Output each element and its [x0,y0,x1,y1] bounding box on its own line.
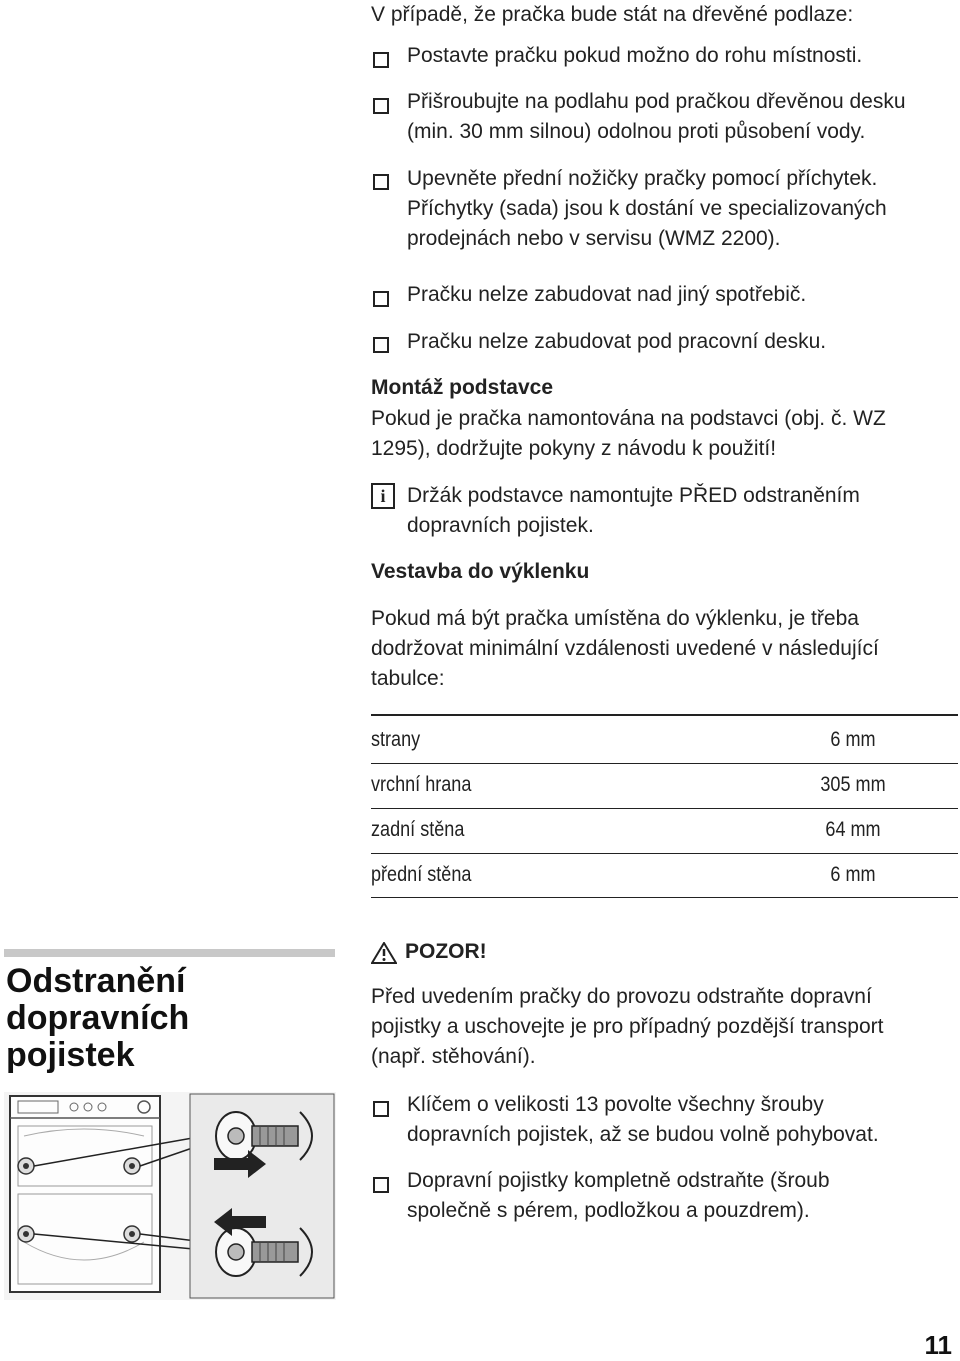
list-item-line: společně s pérem, podložkou a pouzdrem). [407,1199,810,1222]
table-rule [371,808,958,809]
info-icon: i [371,483,395,509]
table-cell-value: 64 mm [825,818,881,841]
list-item-line: Příchytky (sada) jsou k dostání ve specializovaných [407,197,887,220]
list-item-line: Postavte pračku pokud možno do rohu místnosti. [407,44,863,67]
section-bar [4,949,335,957]
text-line: dopravních pojistek. [407,514,594,537]
list-item-line: Přišroubujte na podlahu pod pračkou dřevěnou desku [407,90,906,113]
intro-text: V případě, že pračka bude stát na dřevěné podlaze: [371,3,854,26]
list-item [407,327,952,357]
list-item [407,164,952,254]
text-line: Pokud má být pračka umístěna do výklenku, je třeba [371,607,859,630]
text-line: Držák podstavce namontujte PŘED odstraněním [407,484,860,507]
table-rule [371,763,958,764]
checkbox-icon [373,98,389,114]
text-line: dodržovat minimální vzdálenosti uvedené v následující [371,637,879,660]
checkbox-icon [373,291,389,307]
table-cell-label: přední stěna [371,863,472,886]
warning-text [371,982,956,1072]
warning-triangle-icon [371,942,397,964]
list-item [407,41,952,71]
table-cell-value: 6 mm [830,863,876,886]
title-line: pojistek [6,1036,135,1074]
text-line: Před uvedením pračky do provozu odstraňte dopravní [371,985,872,1008]
page-number: 11 [924,1330,952,1360]
table-cell-label: strany [371,728,421,751]
text-line: Pokud je pračka namontována na podstavci (obj. č. WZ [371,407,886,430]
section-heading-montaz: Montáž podstavce [371,376,554,399]
checkbox-icon [373,1177,389,1193]
table-cell-label: zadní stěna [371,818,465,841]
table-cell-value: 305 mm [820,773,886,796]
side-section-title [6,963,326,1074]
table-rule [371,714,958,716]
table-cell-label: vrchní hrana [371,773,472,796]
warning-label: POZOR! [405,940,487,963]
checkbox-icon [373,174,389,190]
text-line: pojistky a uschovejte je pro případný pozdější transport [371,1015,884,1038]
table-cell-value: 6 mm [830,728,876,751]
vestavba-text [371,604,956,694]
title-line: Odstranění [6,962,186,1000]
checkbox-icon [373,1101,389,1117]
list-item [407,87,952,147]
checkbox-icon [373,337,389,353]
list-item-line: Pračku nelze zabudovat nad jiný spotřebič. [407,283,807,306]
list-item-line: (min. 30 mm silnou) odolnou proti působení vody. [407,120,866,143]
text-line: (např. stěhování). [371,1045,536,1068]
list-item [407,280,952,310]
list-item-line: Upevněte přední nožičky pračky pomocí příchytek. [407,167,878,190]
checkbox-icon [373,52,389,68]
list-item-line: dopravních pojistek, až se budou volně pohybovat. [407,1123,879,1146]
list-item [407,1166,952,1226]
list-item-line: prodejnách nebo v servisu (WMZ 2200). [407,227,781,250]
title-line: dopravních [6,999,190,1037]
info-note [407,481,952,541]
table-rule [371,897,958,898]
montaz-text [371,404,956,464]
list-item-line: Klíčem o velikosti 13 povolte všechny šrouby [407,1093,824,1116]
transport-bolts-illustration [4,1092,336,1300]
list-item [407,1090,952,1150]
list-item-line: Pračku nelze zabudovat pod pracovní desku. [407,330,827,353]
text-line: tabulce: [371,667,445,690]
section-heading-vestavba: Vestavba do výklenku [371,560,590,583]
text-line: 1295), dodržujte pokyny z návodu k použití! [371,437,777,460]
table-rule [371,853,958,854]
list-item-line: Dopravní pojistky kompletně odstraňte (šroub [407,1169,830,1192]
